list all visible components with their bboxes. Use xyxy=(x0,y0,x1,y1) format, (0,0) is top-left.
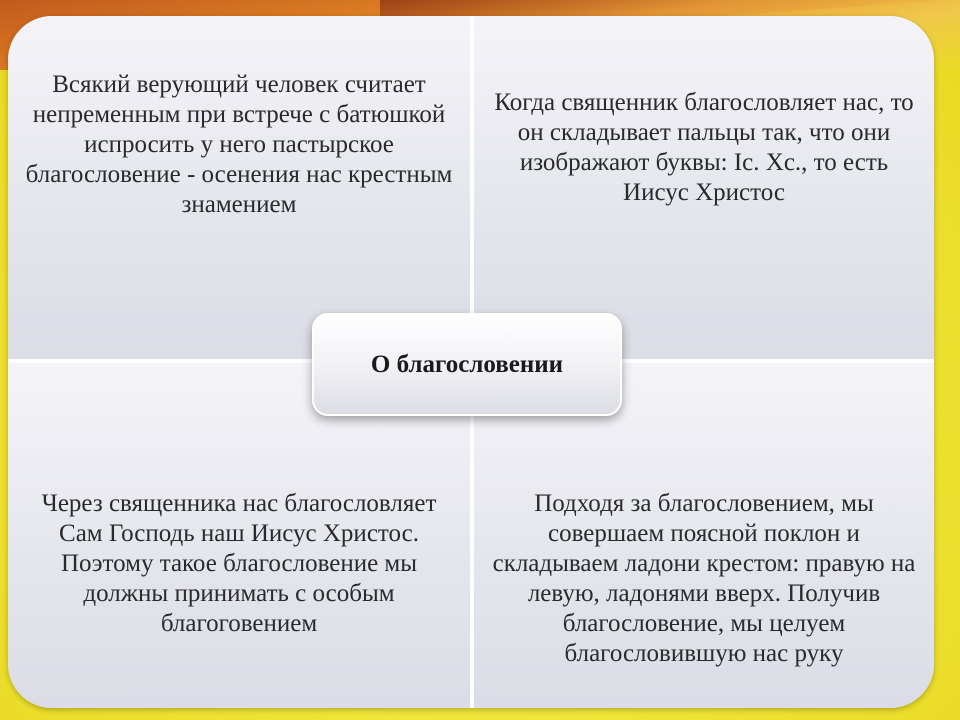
center-title: О благословении xyxy=(370,350,564,378)
quadrant-bottom-left-text: Через священника нас благословляет Сам Господь наш Иисус Христос. Поэтому такое благословение мы должны принимать с особым благоговением xyxy=(41,490,437,637)
quadrant-top-right xyxy=(474,16,934,359)
center-title-box xyxy=(312,313,622,416)
quadrant-bottom-right-text: Подходя за благословением, мы совершаем поясной поклон и складываем ладони крестом: правую на левую, ладонями вверх. Получив благословение, мы целуем благословившую нас руку xyxy=(492,490,916,667)
quadrant-top-left xyxy=(8,16,470,359)
quadrant-top-left-text: Всякий верующий человек считает непременным при встрече с батюшкой испросить у него пастырское благословение - осенения нас крестным знамением xyxy=(25,71,453,218)
quadrant-top-right-text: Когда священник благословляет нас, то он складывает пальцы так, что они изображают буквы: Іс. Хс., то есть Иисус Христос xyxy=(494,89,914,206)
